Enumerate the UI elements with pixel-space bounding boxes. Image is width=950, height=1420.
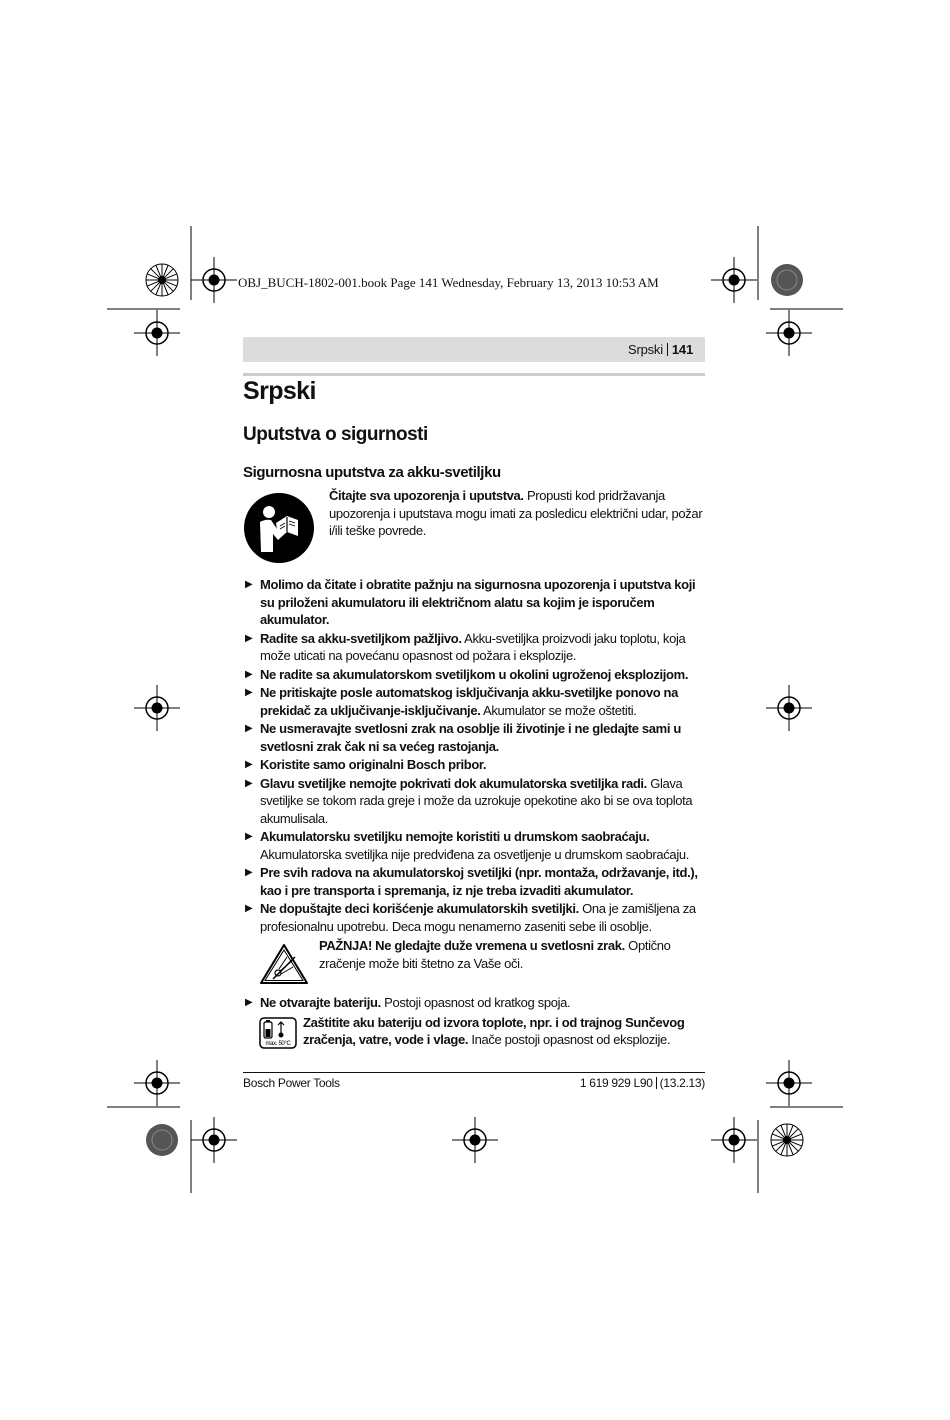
list-item (243, 994, 713, 1012)
list-item (243, 720, 713, 755)
no-stare-into-beam-icon (259, 943, 309, 985)
item-bold: Molimo da čitate i obratite pažnju na sigurnosna upozorenja i uputstva koji su priloženi akumulatoru ili električnom alatu sa kojim je isporučem akumulator. (260, 577, 696, 627)
list-item (243, 828, 713, 863)
item-bold: Radite sa akku-svetiljkom pažljivo. (260, 630, 462, 646)
list-item (243, 900, 713, 935)
list-item (243, 756, 713, 774)
item-bold: Ne otvarajte bateriju. (260, 995, 381, 1010)
bullet-arrow-icon: ▶ (245, 632, 253, 644)
section-title: Uputstva o sigurnosti (243, 424, 428, 445)
beam-warning (243, 937, 713, 989)
bullet-arrow-icon: ▶ (245, 903, 253, 914)
bullet-arrow-icon: ▶ (245, 997, 253, 1008)
item-text: Ona je zamišljena za profesionalnu upotrebu. Deca mogu nenamerno zaseniti sebe ili osoblje. (260, 901, 696, 934)
print-slug: OBJ_BUCH-1802-001.book Page 141 Wednesday, February 13, 2013 10:53 AM (238, 275, 659, 290)
footer-document-code (580, 1076, 705, 1090)
intro-text: Propusti kod pridržavanja upozorenja i uputstava mogu imati za posledicu električni udar, požar i/ili teške povrede. (329, 488, 703, 538)
list-item (243, 775, 713, 828)
item-bold: Akumulatorsku svetiljku nemojte koristiti u drumskom saobraćaju. (260, 829, 650, 844)
item-bold: Glavu svetiljke nemojte pokrivati dok akumulatorska svetiljka radi. (260, 775, 647, 791)
footer-code: 1 619 929 L90 (579, 1076, 653, 1090)
item-text: Akku-svetiljka proizvodi jaku toplotu, koja može uticati na povećanu opasnost od požara i eksplozije. (260, 630, 686, 663)
item-text: Postoji opasnost od kratkog spoja. (380, 995, 571, 1010)
list-item (243, 864, 713, 899)
item-bold: Ne radite sa akumulatorskom svetiljkom u okolini ugroženoj eksplozijom. (260, 666, 689, 682)
battery-max-temperature-icon (259, 1017, 297, 1049)
item-bold: Koristite samo originalni Bosch pribor. (260, 757, 487, 772)
bullet-arrow-icon: ▶ (245, 579, 253, 590)
bullet-arrow-icon: ▶ (245, 759, 253, 770)
footer-brand: Bosch Power Tools (243, 1076, 340, 1090)
item-bold: Ne usmeravajte svetlosni zrak na osoblje ili životinje i ne gledajte sami u svetlosni zrak čak ni sa većeg rastojanja. (260, 721, 681, 754)
bullet-arrow-icon: ▶ (245, 723, 253, 734)
heat-warning-text: Inače postoji opasnost od eksplozije. (468, 1032, 671, 1047)
bullet-arrow-icon: ▶ (245, 831, 253, 842)
item-bold: Ne dopuštajte deci korišćenje akumulatorskih svetiljki. (260, 901, 579, 916)
item-bold: Pre svih radova na akumulatorskoj svetiljki (npr. montaža, održavanje, itd.), kao i pre transporta i spremanja, iz nje treba izvaditi akumulator. (260, 865, 698, 898)
bullet-arrow-icon: ▶ (245, 668, 253, 680)
running-header (243, 337, 705, 362)
list-item (243, 666, 713, 684)
bullet-arrow-icon: ▶ (245, 867, 253, 878)
item-text: Akumulator se može oštetiti. (480, 702, 637, 718)
header-language: Srpski (627, 342, 663, 357)
footer-rule (243, 1072, 705, 1073)
page-title: Srpski (243, 377, 316, 405)
warning-text: Optično zračenje može biti štetno za Vaše oči. (319, 938, 671, 971)
bullet-arrow-icon: ▶ (245, 687, 253, 698)
list-item (243, 684, 713, 719)
bullet-arrow-icon: ▶ (245, 777, 253, 789)
warning-bold: PAŽNJA! Ne gledajte duže vremena u svetlosni zrak. (319, 938, 625, 953)
icon-temperature-label: max. 50°C (265, 1040, 291, 1047)
heat-warning-bold: Zaštitite aku bateriju od izvora toplote, npr. i od trajnog Sunčevog zračenja, vatre, vode i vlage. (303, 1014, 685, 1047)
item-text: Akumulatorska svetiljka nije predviđena za osvetljenje u drumskom saobraćaju. (260, 846, 689, 862)
intro-paragraph (329, 487, 709, 540)
list-item (243, 576, 713, 629)
header-page-number: 141 (671, 342, 693, 357)
intro-bold: Čitajte sva upozorenja i uputstva. (329, 488, 524, 503)
header-rule (243, 373, 705, 376)
footer-date: (13.2.13) (659, 1076, 705, 1090)
item-bold: Ne pritiskajte posle automatskog isključivanja akku-svetiljke ponovo na prekidač za uključivanje-isključivanje. (260, 685, 679, 718)
subsection-title: Sigurnosna uputstva za akku-svetiljku (243, 464, 501, 481)
battery-heat-warning (243, 1014, 713, 1049)
safety-list (243, 576, 713, 1049)
list-item (243, 630, 713, 665)
read-manual-icon (243, 492, 315, 564)
item-text: Glava svetiljke se tokom rada greje i može da uzrokuje opekotine ako bi se ova toplota akumulisala. (260, 775, 693, 826)
